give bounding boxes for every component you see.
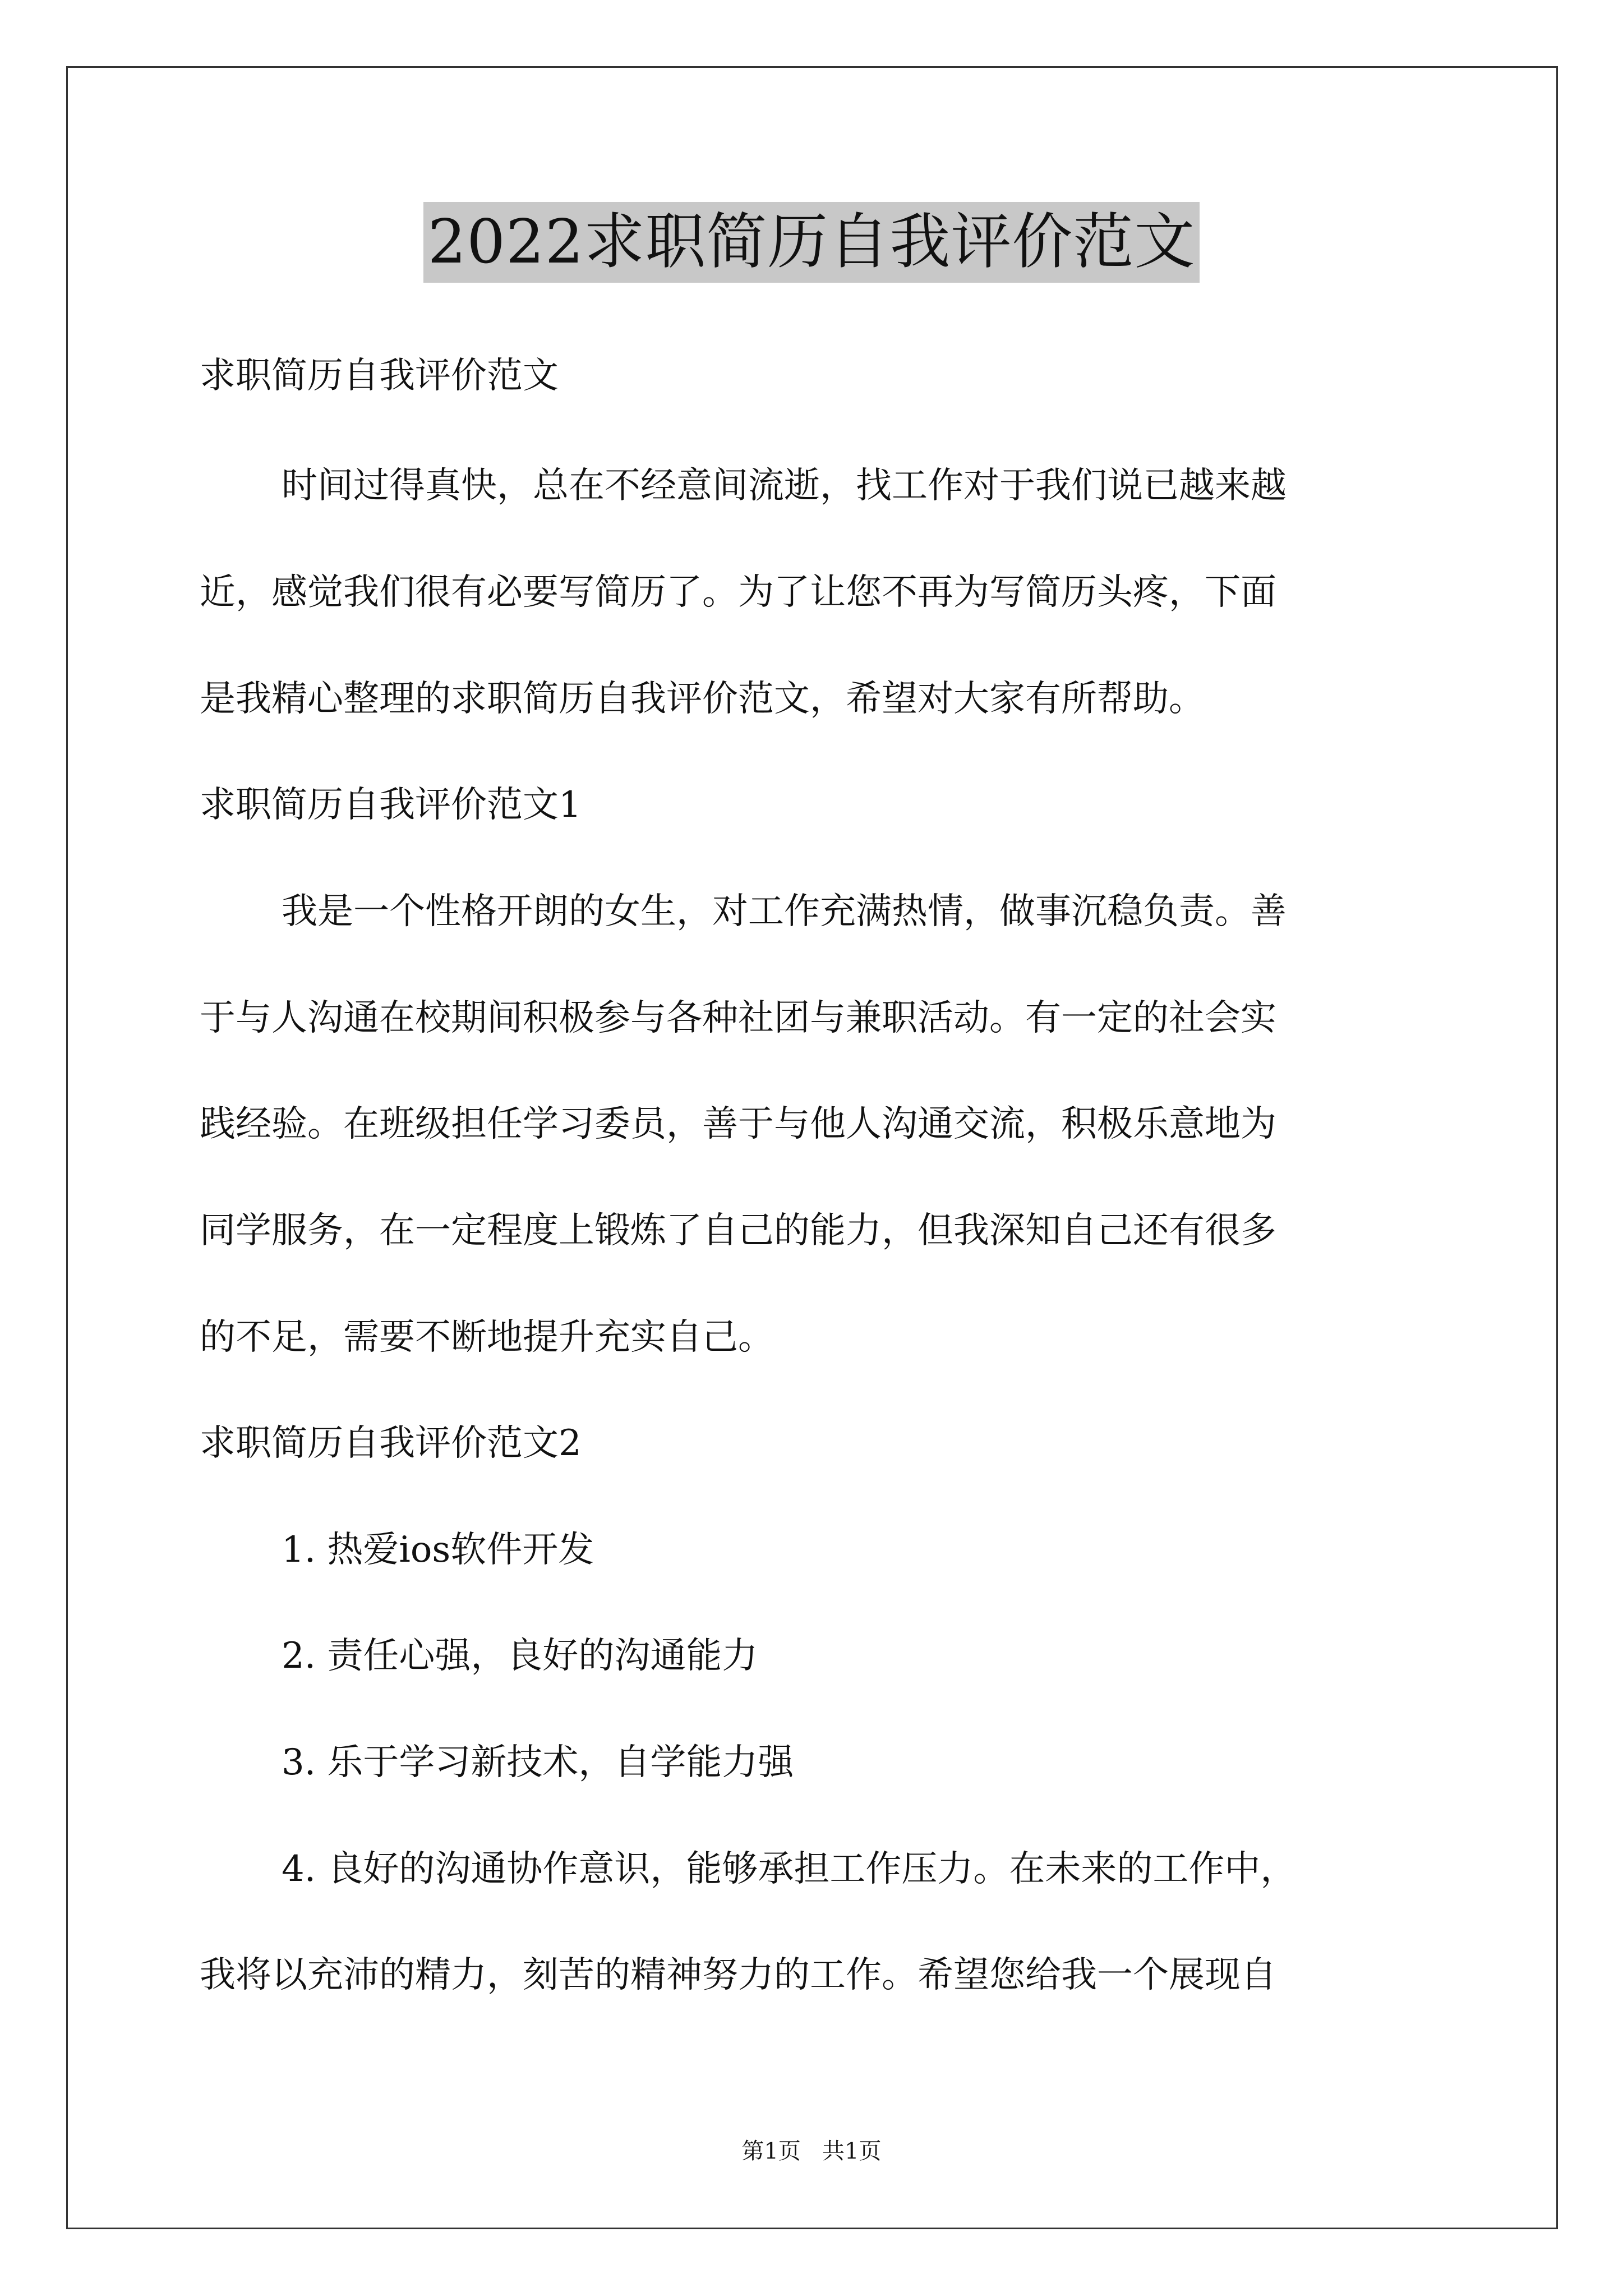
section-2-item-3: 3. 乐于学习新技术，自学能力强 <box>282 1742 794 1783</box>
intro-line-2: 近，感觉我们很有必要写简历了。为了让您不再为写简历头疼，下面 <box>200 572 1276 613</box>
section-1-line-4: 同学服务，在一定程度上锻炼了自己的能力，但我深知自己还有很多 <box>200 1210 1276 1251</box>
section-2-item-4: 4. 良好的沟通协作意识，能够承担工作压力。在未来的工作中， <box>282 1848 1297 1890</box>
title-container <box>0 202 1623 283</box>
document-subtitle: 求职简历自我评价范文 <box>200 355 559 397</box>
section-1-line-2: 于与人沟通在校期间积极参与各种社团与兼职活动。有一定的社会实 <box>200 997 1276 1039</box>
page-number-footer: 第1页 共1页 <box>741 2138 882 2164</box>
section-2-heading: 求职简历自我评价范文2 <box>200 1423 582 1464</box>
section-1-line-3: 践经验。在班级担任学习委员，善于与他人沟通交流，积极乐意地为 <box>200 1103 1276 1145</box>
section-2-continuation: 我将以充沛的精力，刻苦的精神努力的工作。希望您给我一个展现自 <box>200 1954 1276 1996</box>
section-2-item-2: 2. 责任心强，良好的沟通能力 <box>282 1635 758 1677</box>
document-title: 2022求职简历自我评价范文 <box>423 202 1200 283</box>
intro-line-3: 是我精心整理的求职简历自我评价范文，希望对大家有所帮助。 <box>200 678 1205 720</box>
section-1-line-1: 我是一个性格开朗的女生，对工作充满热情，做事沉稳负责。善 <box>282 891 1287 932</box>
intro-line-1: 时间过得真快，总在不经意间流逝，找工作对于我们说已越来越 <box>282 465 1287 507</box>
section-1-heading: 求职简历自我评价范文1 <box>200 784 582 826</box>
section-2-item-1: 1. 热爱ios软件开发 <box>282 1529 594 1571</box>
section-1-line-5: 的不足，需要不断地提升充实自己。 <box>200 1317 774 1358</box>
